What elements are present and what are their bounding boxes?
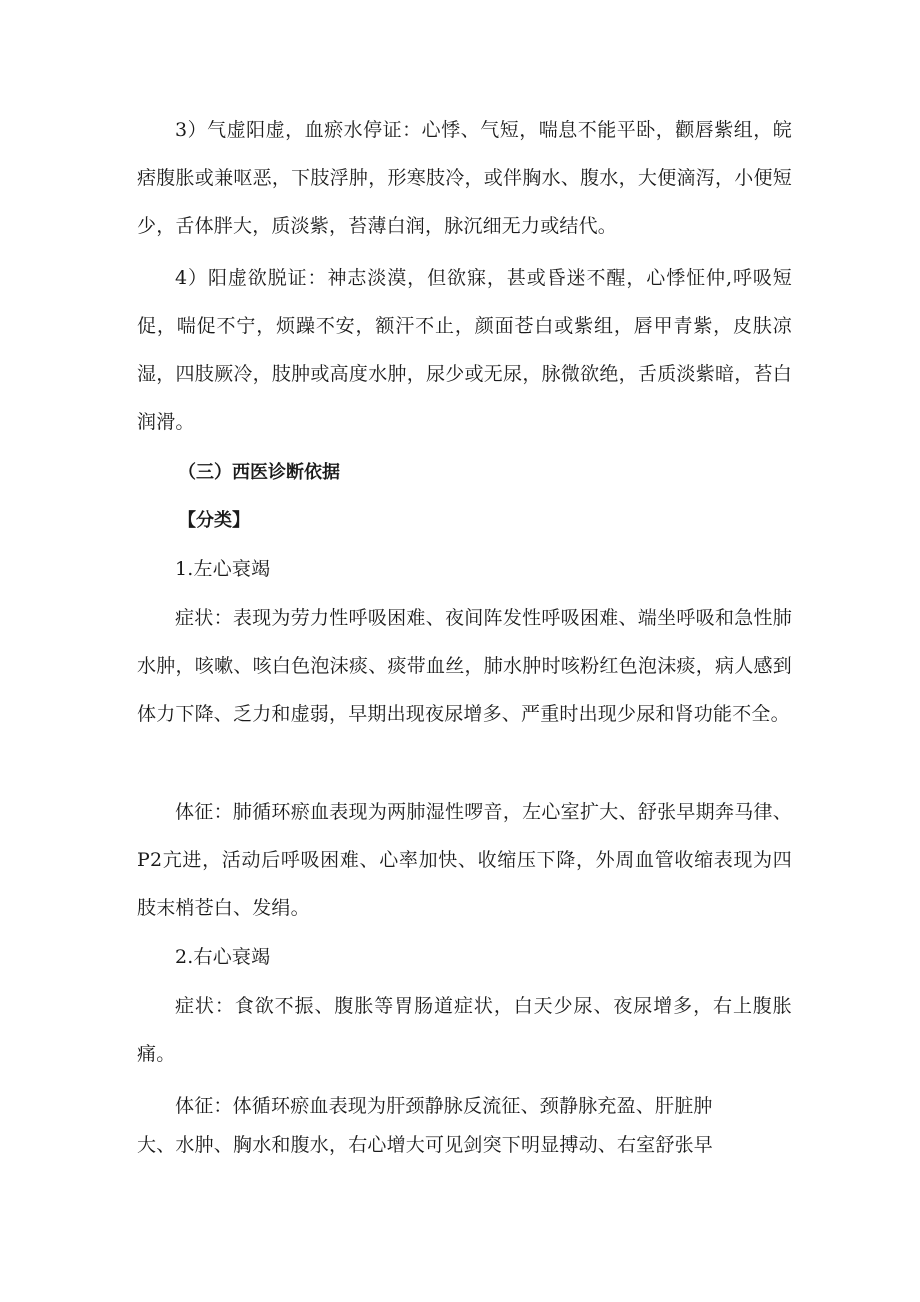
section-heading: （三）西医诊断依据 (178, 462, 340, 483)
left-heart-failure-symptoms: 症状：表现为劳力性呼吸困难、夜间阵发性呼吸困难、端坐呼吸和急性肺水肿，咳嗽、咳白色泡沫痰、痰带血丝，肺水肿时咳粉红色泡沫痰，病人感到体力下降、乏力和虚弱，早期出现夜尿增多、严重时出现少尿和肾功能不全。 (137, 607, 792, 725)
right-heart-failure-symptoms: 症状：食欲不振、腹胀等胃肠道症状，白天少尿、夜尿增多，右上腹胀痛。 (137, 995, 792, 1065)
sub-heading: 【分类】 (178, 510, 250, 531)
left-heart-failure-title: 1.左心衰竭 (175, 558, 271, 580)
right-heart-failure-signs-line2: 大、水肿、胸水和腹水，右心增大可见剑突下明显搏动、右室舒张早 (137, 1134, 714, 1156)
paragraph-yang-collapse: 4）阳虚欲脱证：神志淡漠，但欲寐，甚或昏迷不醒，心悸怔仲,呼吸短促，喘促不宁，烦躁不安，额汗不止，颜面苍白或紫组，唇甲青紫，皮肤凉湿，四肢厥冷，肢肿或高度水肿，尿少或无尿，脉微欲绝，舌质淡紫暗，苔白润滑。 (137, 267, 792, 433)
right-heart-failure-title: 2.右心衰竭 (175, 946, 271, 968)
right-heart-failure-signs-line1: 体征：体循环瘀血表现为肝颈静脉反流征、颈静脉充盈、肝脏肿 (175, 1095, 713, 1117)
left-heart-failure-signs: 体征：肺循环瘀血表现为两肺湿性啰音，左心室扩大、舒张早期奔马律、P2亢进，活动后呼吸困难、心率加快、收缩压下降，外周血管收缩表现为四肢末梢苍白、发绢。 (137, 801, 792, 919)
paragraph-qi-yang-deficiency: 3）气虚阳虚，血瘀水停证：心悸、气短，喘息不能平卧，颧唇紫组，皖痞腹胀或兼呕恶，下肢浮肿，形寒肢冷，或伴胸水、腹水，大便滴泻，小便短少，舌体胖大，质淡紫，苔薄白润，脉沉细无力或结代。 (137, 119, 792, 237)
